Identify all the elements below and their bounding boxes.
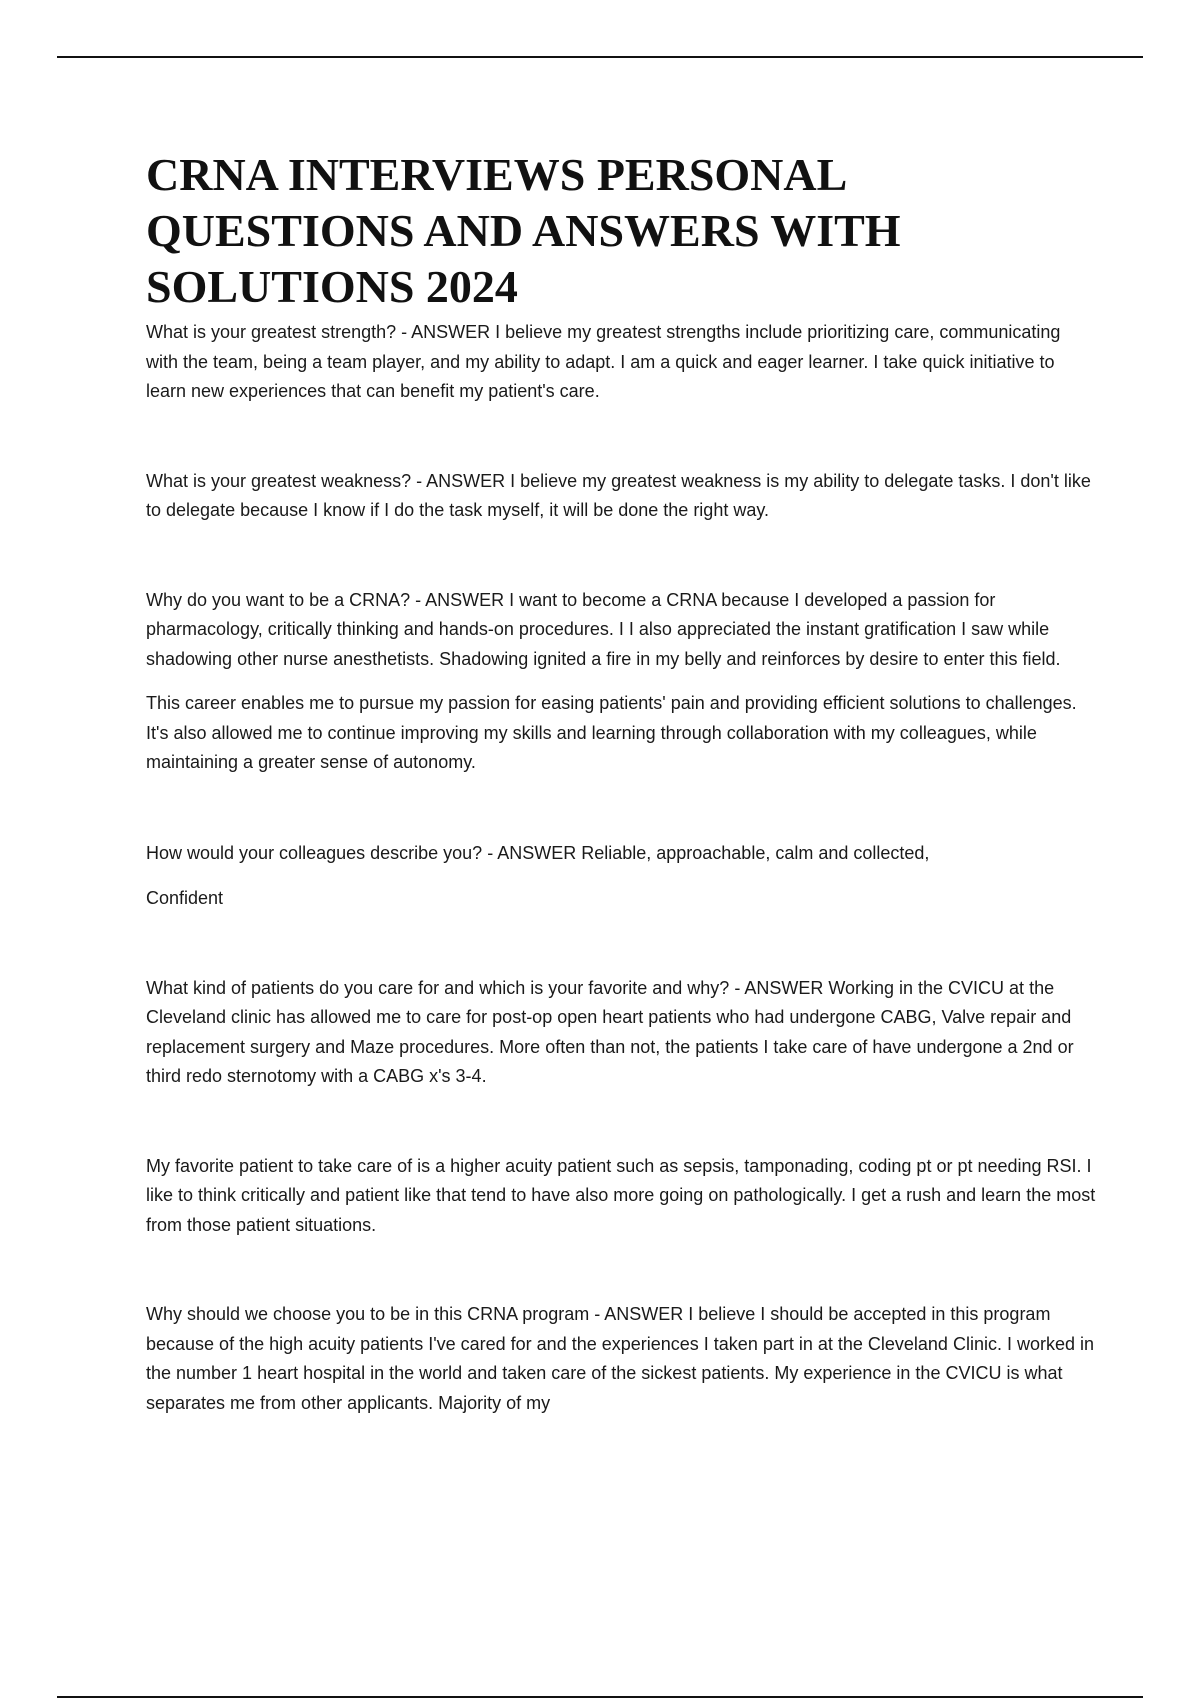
qa-weakness: What is your greatest weakness? - ANSWER I believe my greatest weakness is my ability to delegate tasks. I don't like to delegate because I know if I do the task myself, it will be done the right way. (146, 470, 1091, 520)
qa-why-crna: Why do you want to be a CRNA? - ANSWER I want to become a CRNA because I developed a passion for pharmacology, critically thinking and hands-on procedures. I I also appreciated the instant gratification I saw while shadowing other nurse anesthetists. Shadowing ignited a fire in my belly and reinforces by desire to enter this field. (146, 589, 1061, 669)
top-divider (57, 56, 1143, 58)
document-title: CRNA INTERVIEWS PERSONAL QUESTIONS AND ANSWERS WITH SOLUTIONS 2024 (146, 149, 901, 312)
document-body (146, 147, 1096, 1418)
qa-patients: What kind of patients do you care for and which is your favorite and why? - ANSWER Working in the CVICU at the Cleveland clinic has allowed me to care for post-op open heart patients who had undergone CABG, Valve repair and replacement surgery and Maze procedures. More often than not, the patients I take care of have undergone a 2nd or third redo sternotomy with a CABG x's 3-4. (146, 977, 1074, 1086)
qa-favorite-patient: My favorite patient to take care of is a higher acuity patient such as sepsis, tamponading, coding pt or pt needing RSI. I like to think critically and patient like that tend to have also more going on pathologically. I get a rush and learn the most from those patient situations. (146, 1155, 1096, 1235)
qa-why-choose-you: Why should we choose you to be in this CRNA program - ANSWER I believe I should be accepted in this program because of the high acuity patients I've cared for and the experiences I taken part in at the Cleveland Clinic. I worked in the number 1 heart hospital in the world and taken care of the sickest patients. My experience in the CVICU is what separates me from other applicants. Majority of my (146, 1304, 1094, 1413)
bottom-divider (57, 1696, 1143, 1698)
qa-why-crna-continued: This career enables me to pursue my passion for easing patients' pain and providing efficient solutions to challenges. It's also allowed me to continue improving my skills and learning through collaboration with my colleagues, while maintaining a greater sense of autonomy. (146, 693, 1077, 772)
qa-strength: What is your greatest strength? - ANSWER I believe my greatest strengths include prioritizing care, communicating with the team, being a team player, and my ability to adapt. I am a quick and eager learner. I take quick initiative to learn new experiences that can benefit my patient's care. (146, 322, 1061, 401)
qa-colleagues: How would your colleagues describe you? - ANSWER Reliable, approachable, calm and collected, (146, 842, 930, 863)
qa-colleagues-continued: Confident (146, 888, 224, 908)
